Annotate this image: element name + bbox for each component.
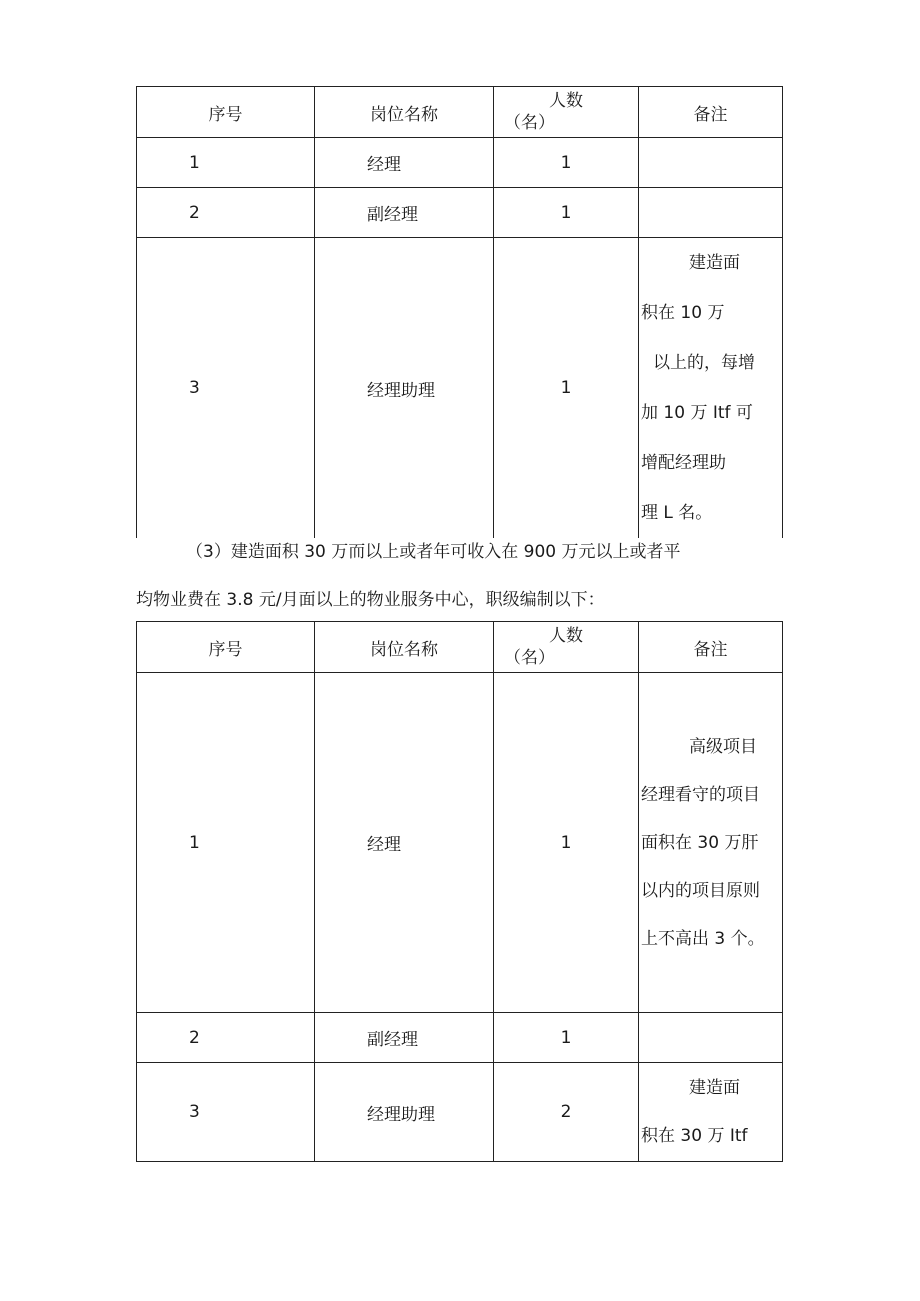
table-row [137,1063,783,1162]
row-count: 1 [494,188,639,238]
row-note [639,138,783,188]
note-line: 建造面 [689,253,740,273]
table-header-row [137,87,783,138]
staffing-table-2 [136,621,783,1162]
note-line: 积在 30 万 Itf [641,1126,748,1146]
row-num: 3 [137,238,315,539]
row-num: 2 [137,188,315,238]
note-line: 以上的，每增 [653,353,755,373]
staffing-table-1 [136,86,783,538]
note-line: 高级项目 [689,736,757,757]
table-row [137,238,783,539]
header-note: 备注 [639,622,783,673]
row-num: 1 [137,138,315,188]
header-count-line1: 人数 [549,91,583,111]
header-count-line1: 人数 [549,626,583,646]
header-position: 岗位名称 [315,622,494,673]
note-line: 加 10 万 Itf 可 [641,403,753,423]
note-line: 上不高出 3 个。 [641,928,765,949]
header-num: 序号 [137,622,315,673]
row-position: 经理 [315,138,494,188]
row-note [639,1013,783,1063]
row-count: 1 [494,238,639,539]
header-count-line2: （名） [504,648,555,668]
paragraph-line-2: 均物业费在 3.8 元/月面以上的物业服务中心，职级编制以下： [136,590,605,610]
row-note [639,1063,783,1162]
row-count: 2 [494,1063,639,1162]
table-row [137,138,783,188]
header-position: 岗位名称 [315,87,494,138]
row-num: 2 [137,1013,315,1063]
row-count: 1 [494,673,639,1013]
header-count [494,622,639,673]
row-note [639,188,783,238]
header-count-line2: （名） [504,113,555,133]
table-header-row [137,622,783,673]
header-count [494,87,639,138]
row-position: 经理 [315,673,494,1013]
header-num: 序号 [137,87,315,138]
note-line: 建造面 [689,1078,740,1098]
row-position: 副经理 [315,188,494,238]
note-line: 增配经理助 [641,453,726,473]
note-line: 理 L 名。 [641,503,713,523]
table-row [137,673,783,1013]
note-line: 以内的项目原则 [641,880,760,901]
row-count: 1 [494,1013,639,1063]
row-note [639,673,783,1013]
note-line: 经理看守的项目 [641,784,760,805]
row-count: 1 [494,138,639,188]
table-row [137,188,783,238]
note-line: 积在 10 万 [641,303,725,323]
note-line: 面积在 30 万肝 [641,832,759,853]
row-position: 经理助理 [315,238,494,539]
table-row [137,1013,783,1063]
header-note: 备注 [639,87,783,138]
row-num: 3 [137,1063,315,1162]
row-num: 1 [137,673,315,1013]
paragraph-line-1: （3）建造面积 30 万而以上或者年可收入在 900 万元以上或者平 [186,542,681,562]
row-note [639,238,783,539]
row-position: 副经理 [315,1013,494,1063]
row-position: 经理助理 [315,1063,494,1162]
